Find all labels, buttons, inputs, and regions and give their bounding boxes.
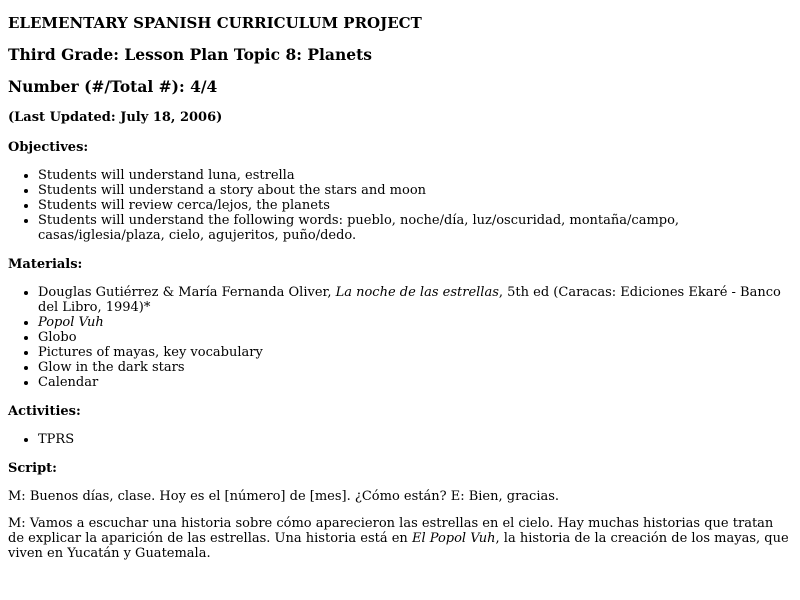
list-item: • Students will understand luna, estrella: [38, 168, 792, 183]
list-item: • Glow in the dark stars: [38, 360, 792, 375]
objectives-heading: Objectives:: [8, 140, 89, 155]
book-authors: Douglas Gutiérrez & María Fernanda Oliver,: [38, 285, 336, 300]
list-item: • Calendar: [38, 375, 792, 390]
script-line-2: [8, 516, 792, 561]
lesson-number: Number (#/Total #): 4/4: [8, 77, 218, 96]
lesson-title: Third Grade: Lesson Plan Topic 8: Planets: [8, 45, 372, 64]
book-details: , 5th ed (Caracas: Ediciones Ekaré - Banco del Libro, 1994)*: [38, 285, 781, 315]
materials-list: [8, 285, 792, 390]
popol-vuh-title: Popol Vuh: [38, 315, 104, 330]
script-line-1: M: Buenos días, clase. Hoy es el [número] de [mes]. ¿Cómo están? E: Bien, gracias.: [8, 489, 560, 504]
objectives-list: [8, 168, 792, 243]
activities-heading: Activities:: [8, 404, 81, 419]
book-title: La noche de las estrellas: [335, 285, 499, 300]
list-item: • Globo: [38, 330, 792, 345]
list-item: • Students will understand the following words: pueblo, noche/día, luz/oscuridad, montaña/campo, casas/iglesia/plaza, cielo, agujeritos, puño/dedo.: [38, 213, 792, 243]
list-item: • Pictures of mayas, key vocabulary: [38, 345, 792, 360]
script-line-2-italic: El Popol Vuh: [411, 531, 496, 546]
list-item: • Students will review cerca/lejos, the planets: [38, 198, 792, 213]
activities-list: [8, 432, 792, 447]
list-item: • TPRS: [38, 432, 792, 447]
list-item: [38, 285, 792, 315]
script-line-2-start: M: Vamos a escuchar una historia sobre cómo aparecieron las estrellas en el cielo. Hay muchas historias que tratan de explicar la aparición de las estrellas. Una historia está en: [8, 516, 774, 546]
script-line-2-end: , la historia de la creación de los mayas, que viven en Yucatán y Guatemala.: [8, 531, 789, 561]
last-updated: (Last Updated: July 18, 2006): [8, 110, 223, 125]
project-title: ELEMENTARY SPANISH CURRICULUM PROJECT: [8, 14, 422, 32]
script-heading: Script:: [8, 461, 57, 476]
materials-heading: Materials:: [8, 257, 83, 272]
list-item: • Students will understand a story about the stars and moon: [38, 183, 792, 198]
list-item: [38, 315, 792, 330]
